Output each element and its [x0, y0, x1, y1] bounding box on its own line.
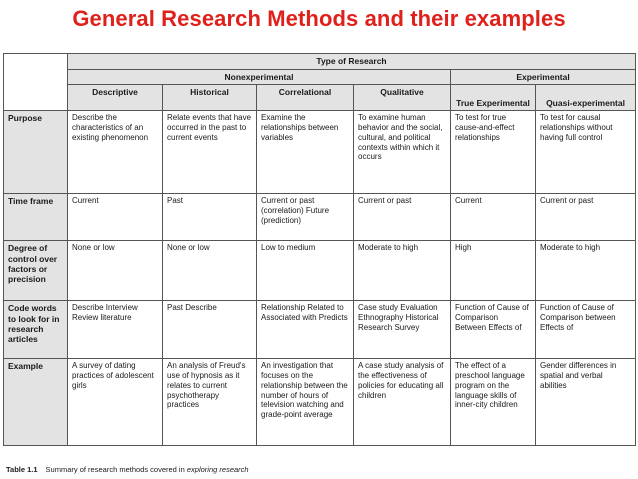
row-header: Code words to look for in research articles [4, 301, 68, 359]
nonexperimental-header: Nonexperimental [68, 70, 451, 85]
table-cell: Past [163, 194, 257, 241]
column-header: Qualitative [354, 85, 451, 111]
row-header: Example [4, 359, 68, 446]
table-cell: Current or past [536, 194, 636, 241]
slide-title: General Research Methods and their examples [72, 6, 566, 31]
table-cell: None or low [68, 241, 163, 301]
table-row [4, 241, 636, 301]
table-cell: Low to medium [257, 241, 354, 301]
table-cell: Current or past (correlation) Future (prediction) [257, 194, 354, 241]
table-cell: To examine human behavior and the social, cultural, and political contexts within which it occurs [354, 111, 451, 194]
type-of-research-header: Type of Research [68, 54, 636, 70]
caption-source: exploring research [186, 465, 249, 474]
table-cell: Examine the relationships between variables [257, 111, 354, 194]
column-header: True Experimental [451, 85, 536, 111]
table-cell: Relate events that have occurred in the past to current events [163, 111, 257, 194]
column-header: Quasi-experimental [536, 85, 636, 111]
table-cell: To test for true cause-and-effect relationships [451, 111, 536, 194]
table-row [4, 111, 636, 194]
caption-label: Table 1.1 [6, 465, 38, 474]
table-cell: An analysis of Freud's use of hypnosis as it relates to current psychotherapy practices [163, 359, 257, 446]
table-cell: A survey of dating practices of adolescent girls [68, 359, 163, 446]
caption-text: Summary of research methods covered in [45, 465, 185, 474]
column-header: Correlational [257, 85, 354, 111]
table-cell: High [451, 241, 536, 301]
table-cell: Function of Cause of Comparison between Effects of [536, 301, 636, 359]
table-row [4, 301, 636, 359]
table-cell: Current [451, 194, 536, 241]
table-cell: Relationship Related to Associated with Predicts [257, 301, 354, 359]
table-caption [6, 465, 249, 474]
table-cell: An investigation that focuses on the relationship between the number of hours of television watching and grade-point average [257, 359, 354, 446]
table-cell: The effect of a preschool language program on the language skills of inner-city children [451, 359, 536, 446]
table-cell: Gender differences in spatial and verbal abilities [536, 359, 636, 446]
table-cell: Case study Evaluation Ethnography Historical Research Survey [354, 301, 451, 359]
column-header: Descriptive [68, 85, 163, 111]
table-cell: None or low [163, 241, 257, 301]
row-header: Time frame [4, 194, 68, 241]
table-row [4, 359, 636, 446]
table-cell: Past Describe [163, 301, 257, 359]
table-cell: Moderate to high [354, 241, 451, 301]
table-cell: To test for causal relationships without having full control [536, 111, 636, 194]
research-methods-table [3, 53, 636, 446]
table-cell: A case study analysis of the effectiveness of policies for educating all children [354, 359, 451, 446]
table-row [4, 194, 636, 241]
row-header: Purpose [4, 111, 68, 194]
table-cell: Function of Cause of Comparison Between Effects of [451, 301, 536, 359]
column-header: Historical [163, 85, 257, 111]
table-cell: Describe Interview Review literature [68, 301, 163, 359]
corner-cell [4, 54, 68, 111]
row-header: Degree of control over factors or precision [4, 241, 68, 301]
table-cell: Moderate to high [536, 241, 636, 301]
experimental-header: Experimental [451, 70, 636, 85]
table-cell: Describe the characteristics of an existing phenomenon [68, 111, 163, 194]
table-cell: Current or past [354, 194, 451, 241]
table-cell: Current [68, 194, 163, 241]
